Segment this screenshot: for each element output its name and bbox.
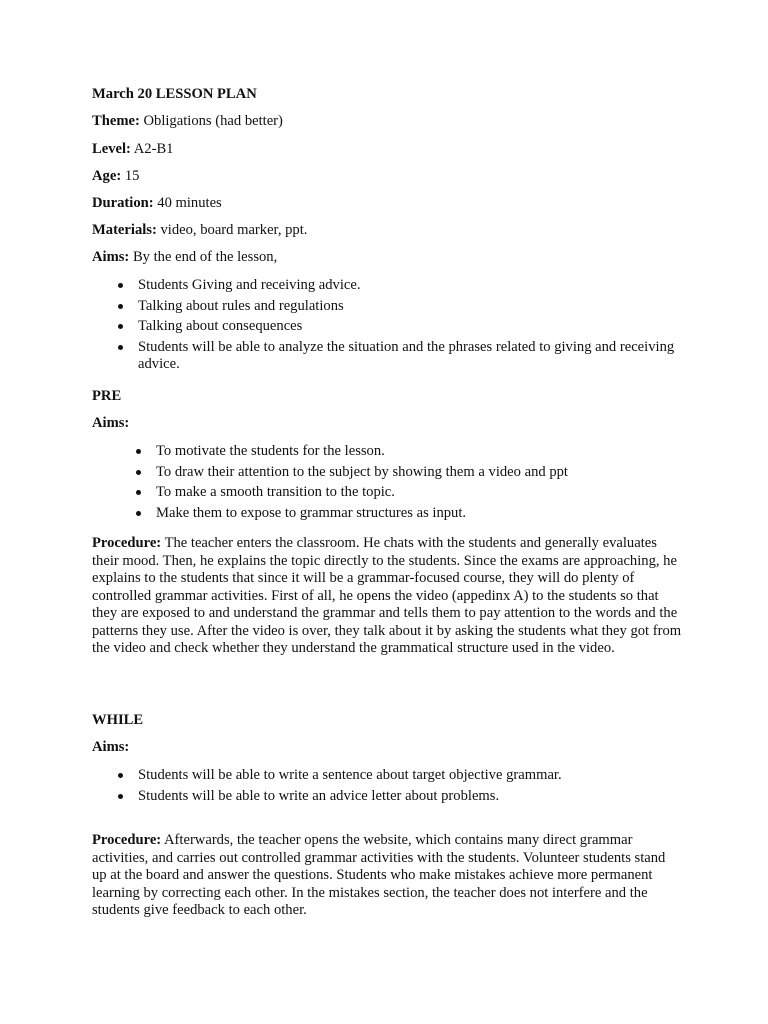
document-title: March 20 LESSON PLAN <box>92 86 257 102</box>
pre-procedure-label: Procedure: <box>92 535 162 551</box>
while-procedure-text: Afterwards, the teacher opens the website, which contains many direct grammar activities, and carries out controlled grammar activities with the students. Volunteer students stand up at the board and answer the questions. Students who make mistakes achieve more permanent learning by correcting each other. In the mistakes section, the teacher does not interfere and the students give feedback to each other. <box>92 832 666 918</box>
list-item: Make them to expose to grammar structures as input. <box>134 505 674 523</box>
while-heading: WHILE <box>92 712 144 728</box>
while-aims-list <box>116 767 676 808</box>
aims-label: Aims: <box>92 249 130 265</box>
aims-line <box>92 249 682 267</box>
level-value: A2-B1 <box>133 141 174 157</box>
pre-procedure <box>92 535 682 658</box>
while-procedure-label: Procedure: <box>92 832 162 848</box>
list-item: Students Giving and receiving advice. <box>116 277 676 295</box>
level-label: Level: <box>92 141 131 157</box>
list-item: Talking about rules and regulations <box>116 298 676 316</box>
aims-value: By the end of the lesson, <box>132 249 278 265</box>
duration-value: 40 minutes <box>157 195 222 211</box>
age-label: Age: <box>92 168 122 184</box>
list-item: Talking about consequences <box>116 318 676 336</box>
duration-label: Duration: <box>92 195 154 211</box>
theme-label: Theme: <box>92 113 140 129</box>
while-procedure <box>92 832 682 920</box>
theme-value: Obligations (had better) <box>143 113 283 129</box>
age-value: 15 <box>124 168 140 184</box>
pre-aims-list <box>134 443 674 525</box>
level-line <box>92 141 682 159</box>
duration-line <box>92 195 682 213</box>
list-item: Students will be able to write an advice letter about problems. <box>116 788 676 806</box>
materials-value: video, board marker, ppt. <box>160 222 308 238</box>
theme-line <box>92 113 682 131</box>
materials-label: Materials: <box>92 222 157 238</box>
list-item: To draw their attention to the subject by showing them a video and ppt <box>134 464 674 482</box>
list-item: Students will be able to analyze the situation and the phrases related to giving and receiving advice. <box>116 339 676 374</box>
pre-aims-label: Aims: <box>92 415 130 431</box>
list-item: To motivate the students for the lesson. <box>134 443 674 461</box>
list-item: To make a smooth transition to the topic. <box>134 484 674 502</box>
age-line <box>92 168 682 186</box>
materials-line <box>92 222 682 240</box>
while-aims-label: Aims: <box>92 739 130 755</box>
pre-heading: PRE <box>92 388 122 404</box>
pre-procedure-text: The teacher enters the classroom. He chats with the students and generally evaluates their mood. Then, he explains the topic directly to the students. Since the exams are approaching, he explains to the students that since it will be a grammar-focused course, they will do plenty of controlled grammar activities. First of all, he opens the video (appedinx A) to the students so that they are exposed to and understand the grammar and tells them to pay attention to the words and the patterns they use. After the video is over, they talk about it by asking the students what they got from the video and check whether they understand the grammatical structure used in the video. <box>92 535 682 656</box>
aims-list <box>116 277 676 377</box>
list-item: Students will be able to write a sentence about target objective grammar. <box>116 767 676 785</box>
